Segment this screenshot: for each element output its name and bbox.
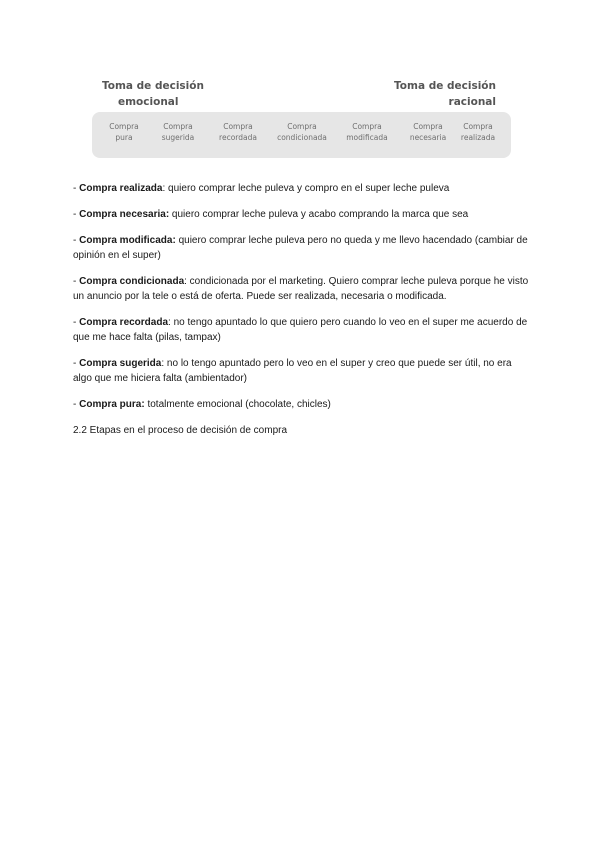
rational-decision-label: Toma de decisión racional	[394, 80, 496, 108]
scale-item: Compra condicionada	[277, 122, 327, 142]
scale-item: Compra pura	[109, 122, 139, 142]
term: Compra modificada:	[79, 235, 176, 246]
list-item: - Compra necesaria: quiero comprar leche puleva y acabo comprando la marca que sea	[73, 209, 469, 220]
scale-item: Compra recordada	[219, 122, 257, 142]
list-item: - Compra condicionada: condicionada por el marketing. Quiero comprar leche puleva porque he visto un anuncio por la tele o está de oferta. Puede ser realizada, necesaria o modificada.	[73, 276, 529, 302]
list-item: - Compra sugerida: no lo tengo apuntado pero lo veo en el super y creo que puede ser útil, no era algo que me hiciera falta (ambientador)	[73, 358, 512, 384]
list-item: - Compra pura: totalmente emocional (chocolate, chicles)	[73, 399, 331, 410]
term: Compra pura:	[79, 399, 145, 410]
purchase-type-scale	[92, 112, 511, 158]
term: Compra recordada	[79, 317, 169, 328]
document-body	[73, 181, 533, 449]
list-item: - Compra recordada: no tengo apuntado lo que quiero pero cuando lo veo en el super me acuerdo de que me hace falta (pilas, tampax)	[73, 317, 528, 343]
term: Compra realizada	[79, 183, 163, 194]
term: Compra sugerida	[79, 358, 162, 369]
term: Compra necesaria:	[79, 209, 170, 220]
list-item: - Compra realizada: quiero comprar leche puleva y compro en el super leche puleva	[73, 183, 450, 194]
scale-item: Compra realizada	[460, 122, 496, 142]
emotional-decision-label: Toma de decisión emocional	[102, 80, 204, 108]
scale-item: Compra modificada	[346, 122, 388, 142]
term: Compra condicionada	[79, 276, 185, 287]
scale-item: Compra necesaria	[409, 122, 447, 142]
section-heading: 2.2 Etapas en el proceso de decisión de compra	[73, 425, 288, 436]
scale-item: Compra sugerida	[161, 122, 195, 142]
purchase-decision-figure	[92, 73, 511, 168]
list-item: - Compra modificada: quiero comprar leche puleva pero no queda y me llevo hacendado (cambiar de opinión en el super)	[73, 235, 528, 261]
